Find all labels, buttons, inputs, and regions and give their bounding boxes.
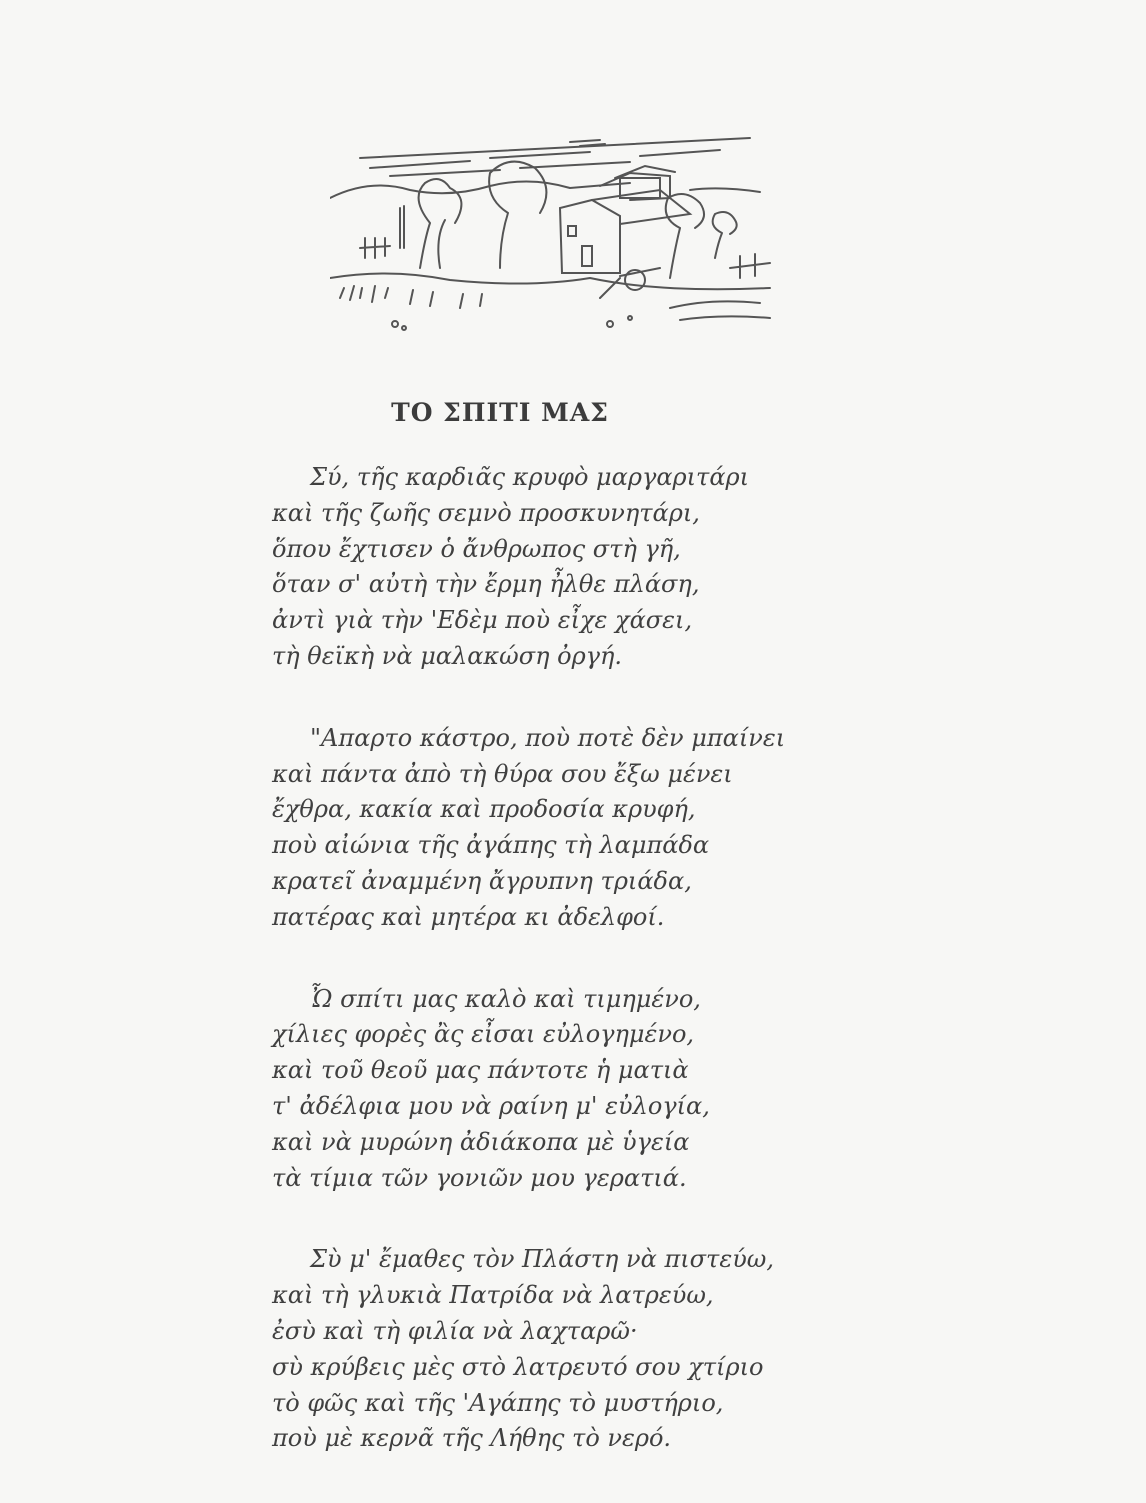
poem-line: σὺ κρύβεις μὲς στὸ λατρευτό σου χτίριο bbox=[272, 1352, 764, 1381]
poem-line: τὰ τίμια τῶν γονιῶν μου γερατιά. bbox=[272, 1163, 687, 1192]
poem-line: χίλιες φορὲς ἂς εἶσαι εὐλογημένο, bbox=[272, 1020, 695, 1049]
poem-line: ἀντὶ γιὰ τὴν 'Εδὲμ ποὺ εἶχε χάσει, bbox=[272, 606, 693, 635]
poem-line: ἔχθρα, κακία καὶ προδοσία κρυφή, bbox=[272, 795, 696, 824]
stanza-1 bbox=[272, 460, 832, 675]
poem-line: ὅπου ἔχτισεν ὁ ἄνθρωπος στὴ γῆ, bbox=[272, 534, 681, 563]
poem-line: Σύ, τῆς καρδιᾶς κρυφὸ μαργαριτάρι bbox=[310, 463, 750, 491]
poem-line: καὶ τοῦ θεοῦ μας πάντοτε ἡ ματιὰ bbox=[272, 1056, 689, 1085]
poem-line: ποὺ μὲ κερνᾶ τῆς Λήθης τὸ νερό. bbox=[272, 1424, 672, 1453]
poem-line: καὶ νὰ μυρώνη ἀδιάκοπα μὲ ὑγεία bbox=[272, 1127, 690, 1156]
poem-line: καὶ πάντα ἀπὸ τὴ θύρα σου ἔξω μένει bbox=[272, 759, 733, 788]
poem-line: τὴ θεϊκὴ νὰ μαλακώση ὀργή. bbox=[272, 641, 623, 670]
poem-line: Ὦ σπίτι μας καλὸ καὶ τιμημένο, bbox=[310, 984, 701, 1013]
page-title: ΤΟ ΣΠΙΤΙ ΜΑΣ bbox=[391, 398, 609, 427]
stanza-3 bbox=[272, 982, 832, 1197]
poem-line: ποὺ αἰώνια τῆς ἀγάπης τὴ λαμπάδα bbox=[272, 831, 710, 860]
poem-line: ὅταν σ' αὐτὴ τὴν ἔρμη ἦλθε πλάση, bbox=[272, 570, 700, 599]
stanza-4 bbox=[272, 1242, 832, 1457]
poem-line: τὸ φῶς καὶ τῆς 'Αγάπης τὸ μυστήριο, bbox=[272, 1388, 724, 1417]
stanza-2 bbox=[272, 721, 832, 936]
poem-line: Σὺ μ' ἔμαθες τὸν Πλάστη νὰ πιστεύω, bbox=[310, 1245, 774, 1274]
poem-line: τ' ἀδέλφια μου νὰ ραίνη μ' εὐλογία, bbox=[272, 1091, 710, 1120]
landscape-illustration bbox=[330, 128, 780, 338]
poem-line: καὶ τὴ γλυκιὰ Πατρίδα νὰ λατρεύω, bbox=[272, 1281, 714, 1310]
poem bbox=[272, 460, 832, 1503]
poem-line: ἐσὺ καὶ τὴ φιλία νὰ λαχταρῶ· bbox=[272, 1316, 638, 1345]
poem-line: "Απαρτο κάστρο, ποὺ ποτὲ δὲν μπαίνει bbox=[310, 723, 786, 752]
poem-line: πατέρας καὶ μητέρα κι ἀδελφοί. bbox=[272, 902, 665, 931]
poem-line: κρατεῖ ἀναμμένη ἄγρυπνη τριάδα, bbox=[272, 866, 692, 895]
poem-line: καὶ τῆς ζωῆς σεμνὸ προσκυνητάρι, bbox=[272, 498, 700, 527]
